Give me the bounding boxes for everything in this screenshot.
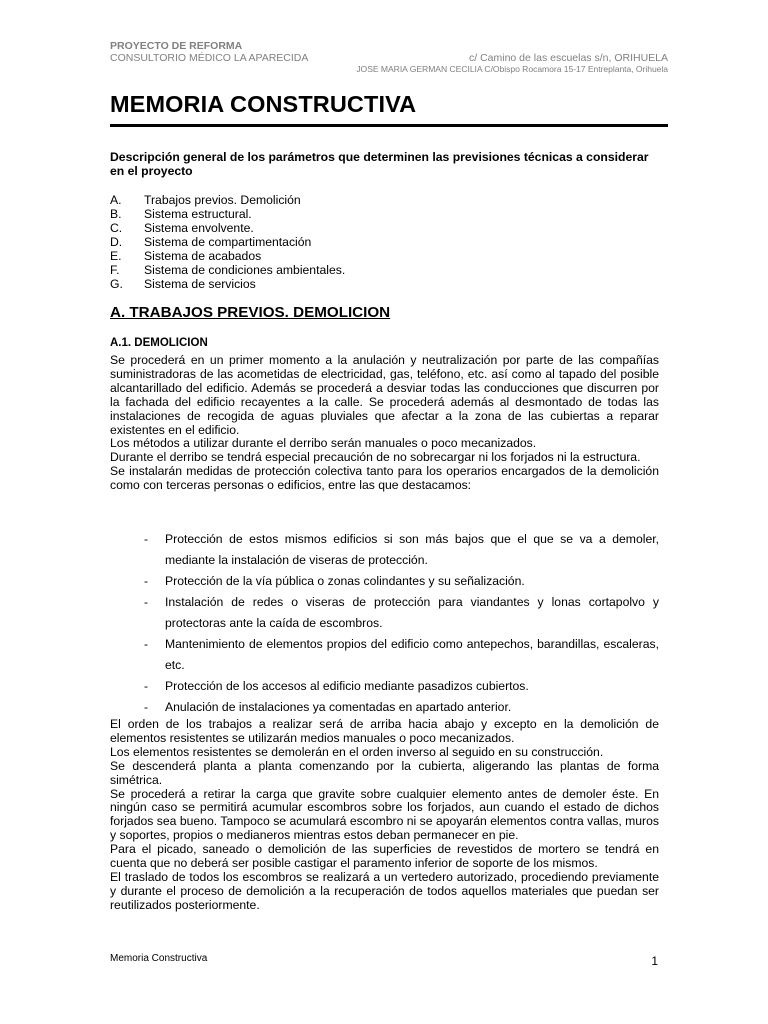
- toc-text: Sistema de condiciones ambientales.: [144, 263, 346, 277]
- toc-text: Sistema de servicios: [144, 277, 256, 291]
- protection-measures-list: [144, 529, 659, 718]
- list-item: [144, 592, 659, 634]
- toc-text: Trabajos previos. Demolición: [144, 193, 301, 207]
- list-item-text: Anulación de instalaciones ya comentadas en apartado anterior.: [165, 700, 512, 714]
- bullet-dash: -: [144, 679, 149, 693]
- toc-text: Sistema estructural.: [144, 207, 252, 221]
- body-text-procedure: [110, 718, 659, 913]
- list-item-text: Mantenimiento de elementos propios del edificio como antepechos, barandillas, escaleras, etc.: [165, 637, 659, 672]
- paragraph: Se instalarán medidas de protección colectiva tanto para los operarios encargados de la demolición como con terceras personas o edificios, entre las que destacamos:: [110, 464, 659, 493]
- document-title: MEMORIA CONSTRUCTIVA: [110, 89, 668, 127]
- toc-item: [110, 207, 345, 221]
- paragraph: El orden de los trabajos a realizar será de arriba hacia abajo y excepto en la demolición de elementos resistentes se utilizarán medios manuales o poco mecanizados.: [110, 717, 659, 745]
- bullet-dash: -: [144, 595, 149, 609]
- paragraph: Los elementos resistentes se demolerán en el orden inverso al seguido en su construcción.: [110, 744, 604, 759]
- toc-letter: A.: [110, 193, 122, 207]
- toc-letter: C.: [110, 221, 123, 235]
- toc-item: [110, 193, 345, 207]
- list-item: [144, 676, 659, 697]
- paragraph: Durante el derribo se tendrá especial precaución de no sobrecargar ni los forjados ni la estructura.: [110, 450, 641, 465]
- footer-document-name: Memoria Constructiva: [110, 953, 208, 964]
- list-item: [144, 571, 659, 592]
- paragraph: Se procederá a retirar la carga que gravite sobre cualquier elemento antes de demoler éste. En ningún caso se permitirá acumular escombros sobre los forjados, aun cuando el estado de dichos forjados sea bueno. Tampoco se acumulará escombro ni se apoyarán elementos contra vallas, muros y soportes, propios o medianeros mientras estos deban permanecer en pie.: [110, 786, 659, 843]
- toc-letter: F.: [110, 263, 120, 277]
- section-heading: A. TRABAJOS PREVIOS. DEMOLICION: [110, 304, 391, 321]
- list-item: [144, 634, 659, 676]
- toc-letter: D.: [110, 235, 123, 249]
- toc-letter: E.: [110, 249, 122, 263]
- paragraph: El traslado de todos los escombros se realizará a un vertedero autorizado, procediendo previamente y durante el proceso de demolición a la recuperación de todos aquellos materiales que puedan ser reutilizados posteriormente.: [110, 869, 659, 912]
- paragraph: Se descenderá planta a planta comenzando por la cubierta, aligerando las plantas de forma simétrica.: [110, 758, 659, 787]
- header-client: CONSULTORIO MÉDICO LA APARECIDA: [110, 52, 309, 64]
- header-project-title: PROYECTO DE REFORMA: [110, 40, 243, 52]
- subsection-heading: A.1. DEMOLICION: [110, 337, 208, 349]
- toc-item: [110, 235, 345, 249]
- list-item-text: Protección de la vía pública o zonas colindantes y su señalización.: [165, 574, 525, 588]
- toc-item: [110, 277, 345, 291]
- list-item-text: Protección de los accesos al edificio mediante pasadizos cubiertos.: [165, 679, 529, 693]
- page-footer: [110, 952, 658, 968]
- page-number: 1: [651, 954, 658, 968]
- toc-item: [110, 221, 345, 235]
- paragraph: Se procederá en un primer momento a la anulación y neutralización por parte de las compañías suministradoras de las acometidas de electricidad, gas, teléfono, etc. así como al tapado del posible alcantarillado del edificio. Además se procederá a desviar todas las conducciones que discurren por la fachada del edificio recayentes a la calle. Se procederá además al desmontado de todas las instalaciones de recogida de aguas pluviales que afectar a la zona de las cubiertas a reparar existentes en el edificio.: [110, 353, 659, 437]
- toc-letter: G.: [110, 277, 123, 291]
- bullet-dash: -: [144, 637, 149, 651]
- paragraph: Los métodos a utilizar durante el derribo serán manuales o poco mecanizados.: [110, 436, 537, 451]
- toc-item: [110, 263, 345, 277]
- bullet-dash: -: [144, 532, 149, 546]
- description-heading: Descripción general de los parámetros que determinen las previsiones técnicas a considerar en el proyecto: [110, 150, 649, 178]
- toc-text: Sistema envolvente.: [144, 221, 254, 235]
- toc-item: [110, 249, 345, 263]
- body-text-intro: [110, 354, 659, 493]
- page-header: [110, 40, 668, 75]
- toc-text: Sistema de acabados: [144, 249, 262, 263]
- header-address: c/ Camino de las escuelas s/n, ORIHUELA: [469, 52, 668, 64]
- list-item: [144, 697, 659, 718]
- list-item: [144, 529, 659, 571]
- toc-text: Sistema de compartimentación: [144, 235, 312, 249]
- paragraph: Para el picado, saneado o demolición de las superficies de revestidos de mortero se tendrá en cuenta que no deberá ser posible castigar el paramento inferior de soporte de los mismos.: [110, 842, 659, 871]
- bullet-dash: -: [144, 574, 149, 588]
- document-page: [110, 0, 668, 1024]
- table-of-contents: [110, 193, 345, 291]
- list-item-text: Instalación de redes o viseras de protección para viandantes y lonas cortapolvo y protectoras ante la caída de escombros.: [165, 595, 659, 630]
- toc-letter: B.: [110, 207, 122, 221]
- bullet-dash: -: [144, 700, 149, 714]
- list-item-text: Protección de estos mismos edificios si son más bajos que el que se va a demoler, mediante la instalación de viseras de protección.: [165, 532, 659, 567]
- header-author: JOSE MARIA GERMAN CECILIA C/Obispo Rocamora 15-17 Entreplanta, Orihuela: [356, 64, 668, 74]
